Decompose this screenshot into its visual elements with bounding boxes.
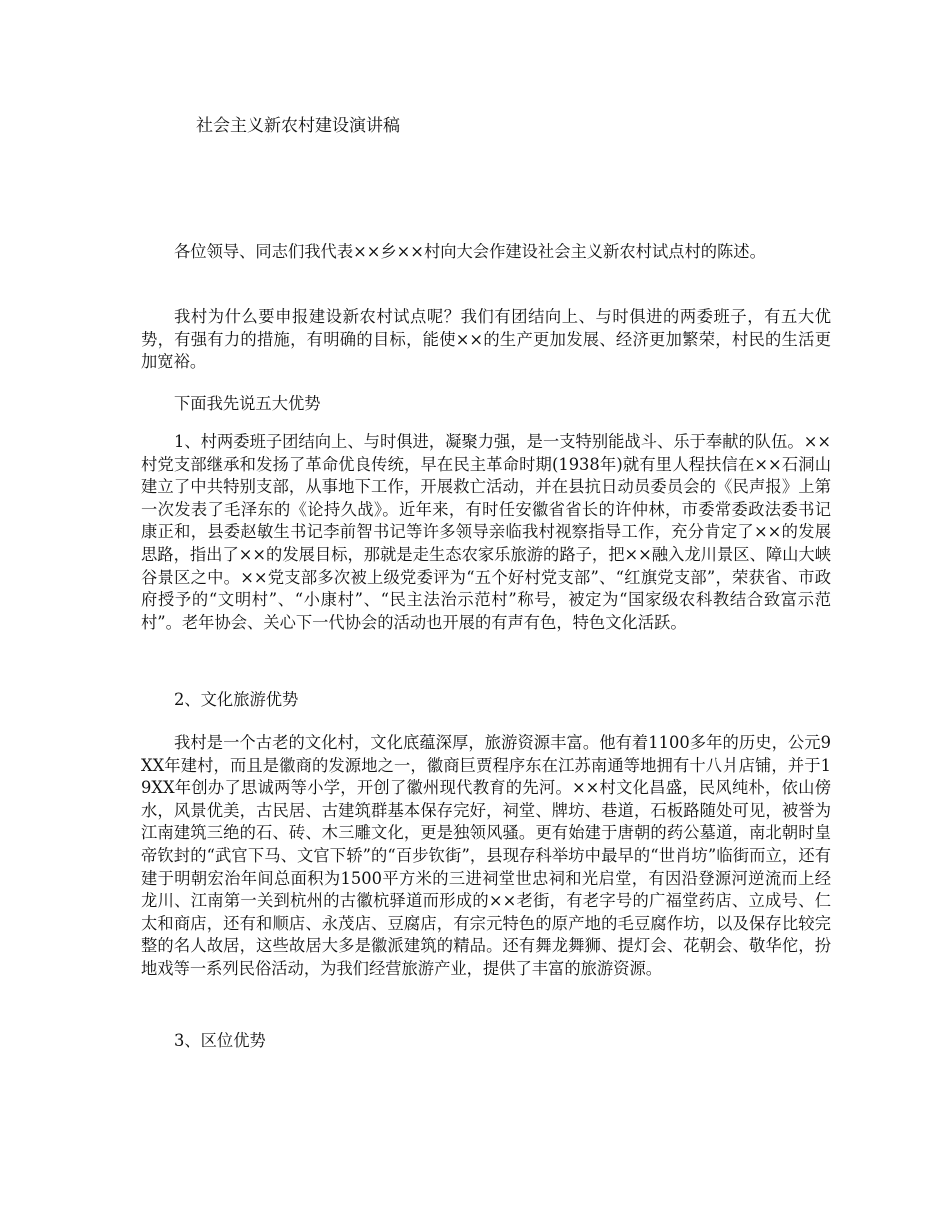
paragraph-opening: 各位领导、同志们我代表××乡××村向大会作建设社会主义新农村试点村的陈述。 [174, 242, 766, 261]
paragraph-advantage-1: 1、村两委班子团结向上、与时俱进，凝聚力强，是一支特别能战斗、乐于奉献的队伍。××村党支部继承和发扬了革命优良传统，早在民主革命时期(1938年)就有里人程扶信在××石洞山建立了中共特别支部，从事地下工作，开展救亡活动，并在县抗日动员委员会的《民声报》上第一次发表了毛泽东的《论持久战》。近年来，有时任安徽省省长的许仲林，市委常委政法委书记康正和，县委赵敏生书记李前智书记等许多领导亲临我村视察指导工作，充分肯定了××的发展思路，指出了××的发展目标，那就是走生态农家乐旅游的路子，把××融入龙川景区、障山大峡谷景区之中。××党支部多次被上级党委评为“五个好村党支部”、“红旗党支部”，荣获省、市政府授予的“文明村”、“小康村”、“民主法治示范村”称号，被定为“国家级农科教结合致富示范村”。老年协会、关心下一代协会的活动也开展的有声有色，特色文化活跃。 [141, 432, 831, 632]
paragraph-advantage-2-heading: 2、文化旅游优势 [174, 690, 299, 709]
paragraph-five-advantages-intro: 下面我先说五大优势 [174, 394, 321, 413]
paragraph-advantage-2-body: 我村是一个古老的文化村，文化底蕴深厚，旅游资源丰富。他有着1100多年的历史，公元9XX年建村，而且是徽商的发源地之一，徽商巨贾程序东在江苏南通等地拥有十八爿店铺，并于19XX年创办了思诚两等小学，开创了徽州现代教育的先河。××村文化昌盛，民风纯朴，依山傍水，风景优美，古民居、古建筑群基本保存完好，祠堂、牌坊、巷道，石板路随处可见，被誉为江南建筑三绝的石、砖、木三雕文化，更是独领风骚。更有始建于唐朝的药公墓道，南北朝时皇帝钦封的“武官下马、文官下轿”的“百步钦街”，县现存科举坊中最早的“世肖坊”临街而立，还有建于明朝宏治年间总面积为1500平方米的三进祠堂世忠祠和光启堂，有因沿登源河逆流而上经龙川、江南第一关到杭州的古徽杭驿道而形成的××老街，有老字号的广福堂药店、立成号、仁太和商店，还有和顺店、永茂店、豆腐店，有宗元特色的原产地的毛豆腐作坊，以及保存比较完整的名人故居，这些故居大多是徽派建筑的精品。还有舞龙舞狮、提灯会、花朝会、敬华佗，扮地戏等一系列民俗活动，为我们经营旅游产业，提供了丰富的旅游资源。 [141, 733, 831, 978]
paragraph-why-apply: 我村为什么要申报建设新农村试点呢？我们有团结向上、与时俱进的两委班子，有五大优势，有强有力的措施，有明确的目标，能使××的生产更加发展、经济更加繁荣，村民的生活更加宽裕。 [141, 307, 831, 372]
paragraph-advantage-3-heading: 3、区位优势 [174, 1031, 266, 1050]
document-title: 社会主义新农村建设演讲稿 [196, 116, 400, 136]
